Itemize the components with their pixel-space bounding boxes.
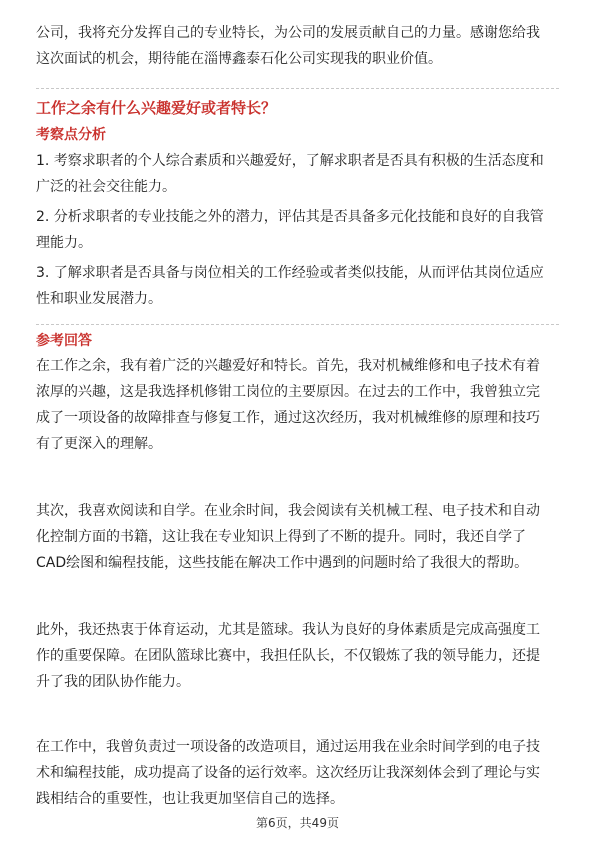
analysis-line: 3. 了解求职者是否具备与岗位相关的工作经验或者类似技能，从而评估其岗位适应 <box>36 265 544 281</box>
analysis-item <box>36 204 562 256</box>
section-divider <box>36 88 559 89</box>
answer-line: 有了更深入的理解。 <box>36 436 162 452</box>
answer-line: 在工作之余，我有着广泛的兴趣爱好和特长。首先，我对机械维修和电子技术有着 <box>36 358 540 374</box>
answer-paragraph <box>36 617 562 695</box>
answer-line: CAD绘图和编程技能，这些技能在解决工作中遇到的问题时给了我很大的帮助。 <box>36 555 529 571</box>
answer-line: 作的重要保障。在团队篮球比赛中，我担任队长，不仅锻炼了我的领导能力，还提 <box>36 648 540 664</box>
answer-line: 践相结合的重要性，也让我更加坚信自己的选择。 <box>36 791 344 807</box>
answer-line: 浓厚的兴趣，这是我选择机修钳工岗位的主要原因。在过去的工作中，我曾独立完 <box>36 384 540 400</box>
intro-paragraph <box>36 20 562 72</box>
answer-line: 其次，我喜欢阅读和自学。在业余时间，我会阅读有关机械工程、电子技术和自动 <box>36 503 540 519</box>
analysis-line: 2. 分析求职者的专业技能之外的潜力，评估其是否具备多元化技能和良好的自我管 <box>36 209 544 225</box>
answer-line: 术和编程技能，成功提高了设备的运行效率。这次经历让我深刻体会到了理论与实 <box>36 765 540 781</box>
answer-title: 参考回答 <box>36 333 92 349</box>
answer-paragraph <box>36 353 562 457</box>
answer-line: 此外，我还热衷于体育运动，尤其是篮球。我认为良好的身体素质是完成高强度工 <box>36 622 540 638</box>
analysis-item <box>36 260 562 312</box>
intro-line: 这次面试的机会，期待能在淄博鑫泰石化公司实现我的职业价值。 <box>36 51 442 67</box>
answer-paragraph <box>36 734 562 812</box>
question-heading: 工作之余有什么兴趣爱好或者特长？ <box>36 99 277 117</box>
answer-line: 升了我的团队协作能力。 <box>36 674 190 690</box>
answer-line: 化控制方面的书籍，这让我在专业知识上得到了不断的提升。同时，我还自学了 <box>36 529 526 545</box>
analysis-item <box>36 148 562 200</box>
analysis-line: 广泛的社会交往能力。 <box>36 179 176 195</box>
analysis-line: 理能力。 <box>36 235 92 251</box>
answer-paragraph <box>36 498 562 576</box>
analysis-title: 考察点分析 <box>36 127 106 143</box>
analysis-line: 性和职业发展潜力。 <box>36 291 162 307</box>
answer-line: 成了一项设备的故障排查与修复工作，通过这次经历，我对机械维修的原理和技巧 <box>36 410 540 426</box>
page-number: 第6页，共49页 <box>256 816 339 830</box>
intro-line: 公司，我将充分发挥自己的专业特长，为公司的发展贡献自己的力量。感谢您给我 <box>36 25 540 41</box>
section-divider <box>36 324 559 325</box>
answer-line: 在工作中，我曾负责过一项设备的改造项目，通过运用我在业余时间学到的电子技 <box>36 739 540 755</box>
analysis-line: 1. 考察求职者的个人综合素质和兴趣爱好，了解求职者是否具有积极的生活态度和 <box>36 153 544 169</box>
